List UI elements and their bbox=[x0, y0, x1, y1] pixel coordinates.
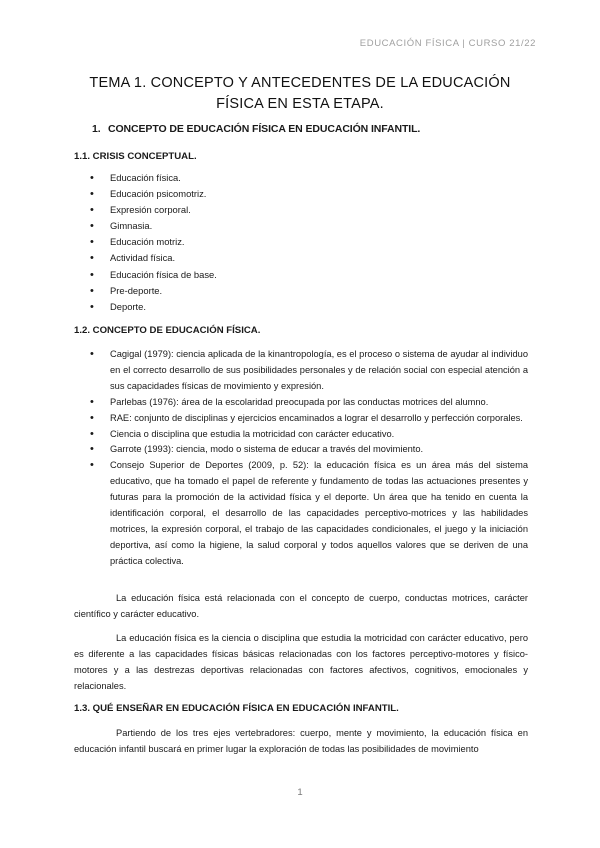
list-item: • Educación física de base. bbox=[90, 267, 217, 283]
list-item: • Actividad física. bbox=[90, 250, 217, 266]
page-number: 1 bbox=[297, 787, 303, 798]
subsection-1-1-heading: 1.1. CRISIS CONCEPTUAL. bbox=[74, 151, 197, 162]
section-1-number: 1. bbox=[92, 123, 101, 135]
definition-item: • Garrote (1993): ciencia, modo o sistema de educar a través del movimiento. bbox=[90, 442, 528, 458]
subsection-1-2-heading: 1.2. CONCEPTO DE EDUCACIÓN FÍSICA. bbox=[74, 325, 261, 336]
list-item: • Gimnasia. bbox=[90, 218, 217, 234]
title-line-2: FÍSICA EN ESTA ETAPA. bbox=[216, 96, 384, 112]
running-header: EDUCACIÓN FÍSICA | CURSO 21/22 bbox=[359, 38, 536, 49]
conceptual-crisis-list bbox=[90, 170, 217, 315]
section-1-heading bbox=[92, 123, 420, 135]
definition-item: • Cagigal (1979): ciencia aplicada de la kinantropología, es el proceso o sistema de ayudar al individuo en el correcto desarrollo de sus posibilidades personales y de relación social con especial atención a sus capacidades físicas de movimiento y expresión. bbox=[90, 347, 528, 395]
subsection-1-3-heading: 1.3. QUÉ ENSEÑAR EN EDUCACIÓN FÍSICA EN EDUCACIÓN INFANTIL. bbox=[74, 703, 399, 714]
title-line-1: TEMA 1. CONCEPTO Y ANTECEDENTES DE LA EDUCACIÓN bbox=[89, 75, 511, 91]
definitions-list bbox=[90, 347, 528, 570]
list-item: • Expresión corporal. bbox=[90, 202, 217, 218]
list-item: • Pre-deporte. bbox=[90, 283, 217, 299]
document-title bbox=[70, 73, 530, 115]
definition-item: • RAE: conjunto de disciplinas y ejercicios encaminados a lograr el desarrollo y perfección corporales. bbox=[90, 411, 528, 427]
definition-item: • Ciencia o disciplina que estudia la motricidad con carácter educativo. bbox=[90, 427, 528, 443]
list-item: • Deporte. bbox=[90, 299, 217, 315]
definition-item: • Parlebas (1976): área de la escolaridad preocupada por las conductas motrices del alumno. bbox=[90, 395, 528, 411]
list-item: • Educación psicomotriz. bbox=[90, 186, 217, 202]
list-item: • Educación física. bbox=[90, 170, 217, 186]
paragraph: Partiendo de los tres ejes vertebradores: cuerpo, mente y movimiento, la educación física en educación infantil buscará en primer lugar la exploración de todas las posibilidades de movimiento bbox=[74, 728, 528, 754]
list-item: • Educación motriz. bbox=[90, 234, 217, 250]
paragraph: La educación física está relacionada con el concepto de cuerpo, conductas motrices, carácter científico y carácter educativo. bbox=[74, 593, 528, 619]
definition-item: • Consejo Superior de Deportes (2009, p. 52): la educación física es un área más del sistema educativo, que ha tomado el papel de referente y fundamento de todas las actuaciones presentes y futuras para la promoción de la actividad física y el deporte. Un área que ha tenido en cuenta la identificación corporal, el desarrollo de las capacidades perceptivo-motrices y las habilidades motrices, la expresión corporal, el trabajo de las capacidades condicionales, el juego y la iniciación deportiva, así como la higiene, la salud corporal y todos aquellos valores que se deriven de una práctica colectiva. bbox=[90, 458, 528, 569]
section-1-heading-text: CONCEPTO DE EDUCACIÓN FÍSICA EN EDUCACIÓN INFANTIL. bbox=[108, 123, 421, 135]
paragraph: La educación física es la ciencia o disciplina que estudia la motricidad con carácter educativo, pero es diferente a las capacidades físicas básicas relacionadas con los factores perceptivo-motores y físico-motores y a las destrezas deportivas relacionadas con factores afectivos, cognitivos, emocionales y relacionales. bbox=[74, 633, 528, 691]
